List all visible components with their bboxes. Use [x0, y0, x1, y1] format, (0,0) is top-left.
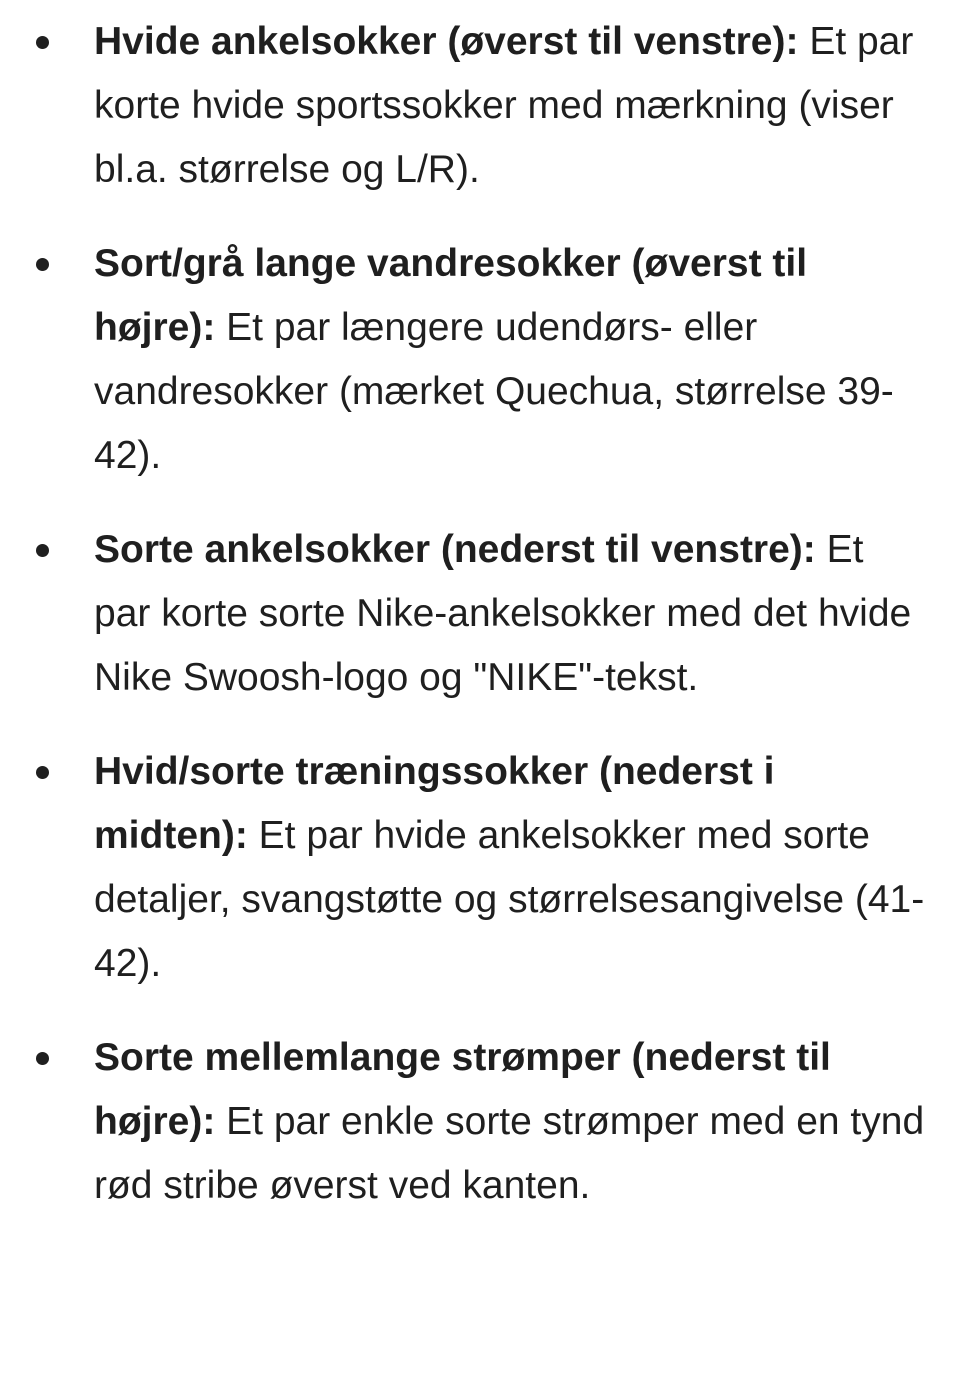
item-title: Sorte ankelsokker (nederst til venstre):	[94, 528, 816, 571]
bullet-icon	[36, 766, 49, 779]
list-item	[0, 518, 960, 710]
item-description: Et par hvide ankelsokker med sorte detaljer, svangstøtte og størrelsesangivelse (41-42).	[94, 814, 925, 985]
bullet-icon	[36, 544, 49, 557]
item-title: Sorte mellemlange strømper (nederst til højre):	[94, 1036, 831, 1143]
item-description: Et par enkle sorte strømper med en tynd rød stribe øverst ved kanten.	[94, 1100, 925, 1207]
bullet-icon	[36, 258, 49, 271]
item-description: Et par korte hvide sportssokker med mærkning (viser bl.a. størrelse og L/R).	[94, 20, 914, 191]
list-item	[0, 232, 960, 488]
list-item	[0, 1026, 960, 1218]
list-item	[0, 740, 960, 996]
item-description: Et par korte sorte Nike-ankelsokker med det hvide Nike Swoosh-logo og "NIKE"-tekst.	[94, 528, 912, 699]
item-title: Hvide ankelsokker (øverst til venstre):	[94, 20, 799, 63]
item-description: Et par længere udendørs- eller vandresokker (mærket Quechua, størrelse 39-42).	[94, 306, 894, 477]
bullet-icon	[36, 1052, 49, 1065]
item-title: Sort/grå lange vandresokker (øverst til højre):	[94, 242, 808, 349]
bullet-icon	[36, 36, 49, 49]
sock-list	[0, 10, 960, 1248]
list-item	[0, 10, 960, 202]
item-title: Hvid/sorte træningssokker (nederst i midten):	[94, 750, 775, 857]
